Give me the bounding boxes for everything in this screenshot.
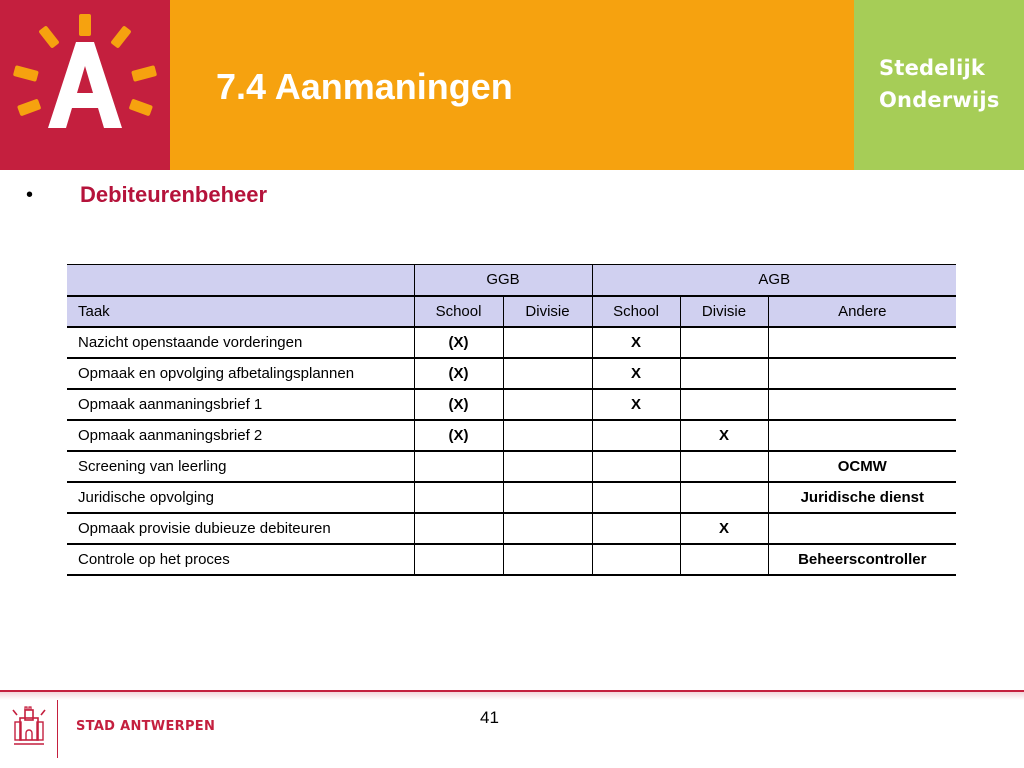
- ggb-school-cell: (X): [414, 420, 503, 451]
- task-cell: Opmaak en opvolging afbetalingsplannen: [67, 358, 414, 389]
- andere-cell: Beheerscontroller: [768, 544, 956, 575]
- task-cell: Screening van leerling: [67, 451, 414, 482]
- brand-line-2: Onderwijs: [879, 88, 1000, 112]
- column-header-agb-school: School: [592, 296, 680, 327]
- column-header-ggb-school: School: [414, 296, 503, 327]
- task-cell: Juridische opvolging: [67, 482, 414, 513]
- table-row: [67, 327, 956, 358]
- agb-school-cell: [592, 420, 680, 451]
- table-group-header-row: [67, 265, 956, 296]
- brand-line-1: Stedelijk: [879, 56, 986, 80]
- bullet-item: [26, 182, 267, 208]
- andere-cell: [768, 358, 956, 389]
- table-column-header-row: [67, 296, 956, 327]
- column-header-agb-divisie: Divisie: [680, 296, 768, 327]
- agb-divisie-cell: [680, 451, 768, 482]
- table-row: [67, 420, 956, 451]
- page-title: 7.4 Aanmaningen: [216, 66, 513, 107]
- table-row: [67, 358, 956, 389]
- title-band: [170, 0, 854, 170]
- andere-cell: [768, 513, 956, 544]
- ggb-divisie-cell: [503, 513, 592, 544]
- agb-divisie-cell: X: [680, 513, 768, 544]
- agb-divisie-cell: [680, 482, 768, 513]
- footer-separator: [57, 700, 58, 758]
- responsibility-table: [67, 264, 956, 576]
- footer-shadow: [0, 692, 1024, 700]
- agb-school-cell: [592, 482, 680, 513]
- table-row: [67, 389, 956, 420]
- table-group-header: [67, 265, 414, 296]
- brand-block: [854, 0, 1024, 170]
- column-header-taak: Taak: [67, 296, 414, 327]
- agb-school-cell: [592, 451, 680, 482]
- table-row: [67, 451, 956, 482]
- table-row: [67, 482, 956, 513]
- andere-cell: [768, 420, 956, 451]
- section-heading: Debiteurenbeheer: [80, 182, 268, 207]
- agb-divisie-cell: [680, 358, 768, 389]
- agb-school-cell: X: [592, 389, 680, 420]
- agb-school-cell: X: [592, 358, 680, 389]
- ggb-divisie-cell: [503, 451, 592, 482]
- andere-cell: OCMW: [768, 451, 956, 482]
- table-group-header-ggb: GGB: [414, 265, 592, 296]
- column-header-ggb-divisie: Divisie: [503, 296, 592, 327]
- agb-school-cell: [592, 544, 680, 575]
- bullet-icon: •: [26, 183, 34, 206]
- table-group-header-agb: AGB: [592, 265, 956, 296]
- agb-school-cell: X: [592, 327, 680, 358]
- agb-divisie-cell: [680, 389, 768, 420]
- table-body: [67, 327, 956, 575]
- task-cell: Opmaak aanmaningsbrief 2: [67, 420, 414, 451]
- column-header-andere: Andere: [768, 296, 956, 327]
- agb-divisie-cell: [680, 544, 768, 575]
- task-cell: Opmaak provisie dubieuze debiteuren: [67, 513, 414, 544]
- ggb-divisie-cell: [503, 482, 592, 513]
- ggb-school-cell: (X): [414, 358, 503, 389]
- table-row: [67, 544, 956, 575]
- ggb-school-cell: [414, 482, 503, 513]
- page-number: 41: [480, 708, 499, 727]
- ggb-school-cell: (X): [414, 389, 503, 420]
- andere-cell: [768, 327, 956, 358]
- agb-divisie-cell: X: [680, 420, 768, 451]
- agb-divisie-cell: [680, 327, 768, 358]
- footer-brand: STAD ANTWERPEN: [76, 719, 216, 734]
- antwerp-a-icon: [0, 0, 170, 170]
- ggb-school-cell: (X): [414, 327, 503, 358]
- ggb-school-cell: [414, 451, 503, 482]
- ggb-divisie-cell: [503, 544, 592, 575]
- antwerp-castle-crest-icon: [10, 704, 48, 746]
- ggb-school-cell: [414, 544, 503, 575]
- table-row: [67, 513, 956, 544]
- andere-cell: [768, 389, 956, 420]
- ggb-divisie-cell: [503, 389, 592, 420]
- andere-cell: Juridische dienst: [768, 482, 956, 513]
- ggb-school-cell: [414, 513, 503, 544]
- agb-school-cell: [592, 513, 680, 544]
- task-cell: Nazicht openstaande vorderingen: [67, 327, 414, 358]
- ggb-divisie-cell: [503, 420, 592, 451]
- antwerp-a-logo: [0, 0, 170, 170]
- ggb-divisie-cell: [503, 358, 592, 389]
- task-cell: Opmaak aanmaningsbrief 1: [67, 389, 414, 420]
- ggb-divisie-cell: [503, 327, 592, 358]
- task-cell: Controle op het proces: [67, 544, 414, 575]
